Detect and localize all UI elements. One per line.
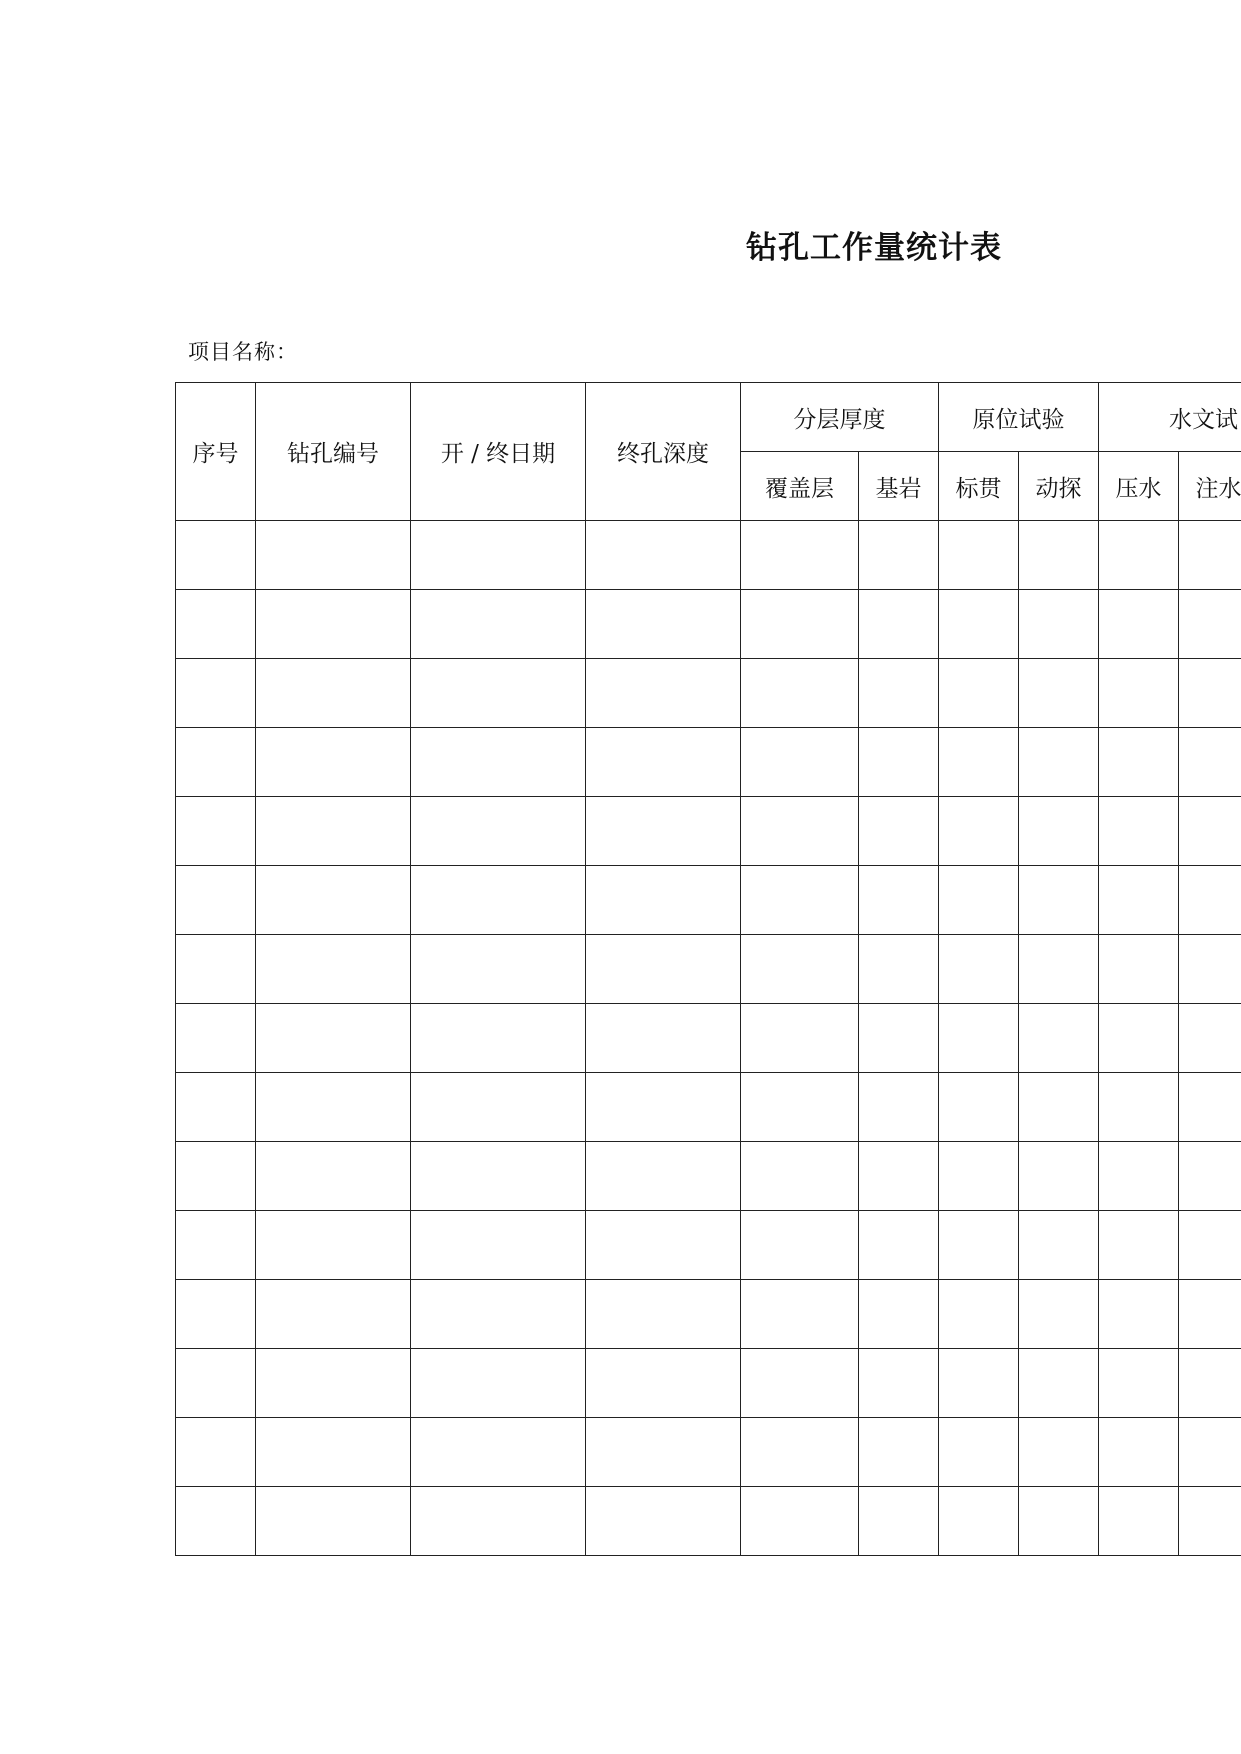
table-row <box>176 1418 1241 1487</box>
table-cell <box>1019 728 1099 797</box>
statistics-table-wrapper <box>175 382 1241 1556</box>
table-cell <box>1179 1418 1241 1487</box>
table-cell <box>1019 866 1099 935</box>
table-cell <box>939 1004 1019 1073</box>
table-cell <box>176 866 256 935</box>
table-cell <box>411 1004 586 1073</box>
table-cell <box>1019 1280 1099 1349</box>
table-cell <box>176 935 256 1004</box>
table-cell <box>586 1073 741 1142</box>
table-cell <box>586 1142 741 1211</box>
table-cell <box>586 1487 741 1556</box>
table-cell <box>411 1142 586 1211</box>
table-cell <box>741 1142 859 1211</box>
table-cell <box>176 1211 256 1280</box>
table-cell <box>1099 1073 1179 1142</box>
table-cell <box>939 1280 1019 1349</box>
table-cell <box>741 866 859 935</box>
table-cell <box>586 659 741 728</box>
table-cell <box>1019 590 1099 659</box>
table-cell <box>859 797 939 866</box>
table-cell <box>1099 521 1179 590</box>
table-cell <box>586 1211 741 1280</box>
project-name-label: 项目名称： <box>188 340 298 364</box>
header-borehole-id: 钻孔编号 <box>256 383 411 521</box>
table-cell <box>176 1487 256 1556</box>
table-cell <box>1019 797 1099 866</box>
table-row <box>176 521 1241 590</box>
header-final-depth: 终孔深度 <box>586 383 741 521</box>
table-cell <box>741 521 859 590</box>
table-cell <box>741 1280 859 1349</box>
table-cell <box>1099 1418 1179 1487</box>
header-bedrock: 基岩 <box>859 452 939 521</box>
table-cell <box>1019 521 1099 590</box>
table-cell <box>176 590 256 659</box>
table-cell <box>1179 1211 1241 1280</box>
table-row <box>176 1280 1241 1349</box>
table-cell <box>1099 590 1179 659</box>
table-cell <box>939 1142 1019 1211</box>
table-cell <box>586 1280 741 1349</box>
table-cell <box>1019 1349 1099 1418</box>
table-cell <box>411 1487 586 1556</box>
table-cell <box>1099 1004 1179 1073</box>
table-cell <box>859 1349 939 1418</box>
table-cell <box>411 1349 586 1418</box>
table-cell <box>1179 1487 1241 1556</box>
header-pressure-water: 压水 <box>1099 452 1179 521</box>
table-row <box>176 1211 1241 1280</box>
table-cell <box>411 866 586 935</box>
table-cell <box>939 1211 1019 1280</box>
table-cell <box>256 797 411 866</box>
table-cell <box>741 797 859 866</box>
table-cell <box>256 1349 411 1418</box>
table-cell <box>1179 1280 1241 1349</box>
table-cell <box>176 728 256 797</box>
table-cell <box>176 1004 256 1073</box>
table-cell <box>1019 1142 1099 1211</box>
table-cell <box>176 1073 256 1142</box>
table-cell <box>411 521 586 590</box>
table-cell <box>1099 935 1179 1004</box>
table-cell <box>1099 728 1179 797</box>
table-cell <box>939 1073 1019 1142</box>
table-row <box>176 1487 1241 1556</box>
table-cell <box>1179 1073 1241 1142</box>
table-cell <box>1099 1349 1179 1418</box>
table-cell <box>1179 797 1241 866</box>
table-cell <box>1099 866 1179 935</box>
table-cell <box>1179 935 1241 1004</box>
table-cell <box>1019 1073 1099 1142</box>
header-seq: 序号 <box>176 383 256 521</box>
table-row <box>176 1142 1241 1211</box>
table-cell <box>256 521 411 590</box>
table-cell <box>256 1418 411 1487</box>
header-dates: 开 / 终日期 <box>411 383 586 521</box>
table-row <box>176 1349 1241 1418</box>
header-in-situ-test: 原位试验 <box>939 383 1099 452</box>
table-cell <box>1019 1211 1099 1280</box>
table-cell <box>1179 728 1241 797</box>
table-cell <box>256 1487 411 1556</box>
table-cell <box>1099 797 1179 866</box>
table-cell <box>176 797 256 866</box>
table-cell <box>586 590 741 659</box>
header-spt: 标贯 <box>939 452 1019 521</box>
table-cell <box>411 1211 586 1280</box>
table-cell <box>586 1418 741 1487</box>
table-cell <box>939 1418 1019 1487</box>
table-cell <box>1099 659 1179 728</box>
table-cell <box>939 659 1019 728</box>
table-cell <box>741 590 859 659</box>
table-cell <box>1099 1280 1179 1349</box>
table-cell <box>859 1418 939 1487</box>
table-cell <box>741 1349 859 1418</box>
table-cell <box>1179 590 1241 659</box>
table-cell <box>1179 1349 1241 1418</box>
table-row <box>176 590 1241 659</box>
table-cell <box>859 1280 939 1349</box>
table-cell <box>859 1142 939 1211</box>
table-cell <box>176 1280 256 1349</box>
table-cell <box>741 1211 859 1280</box>
table-cell <box>176 1142 256 1211</box>
table-cell <box>939 866 1019 935</box>
table-cell <box>741 659 859 728</box>
table-cell <box>256 866 411 935</box>
table-cell <box>939 1487 1019 1556</box>
table-cell <box>256 728 411 797</box>
table-cell <box>411 728 586 797</box>
table-cell <box>939 521 1019 590</box>
table-cell <box>859 1487 939 1556</box>
table-cell <box>1179 1004 1241 1073</box>
table-cell <box>939 590 1019 659</box>
table-cell <box>256 659 411 728</box>
statistics-table <box>175 382 1241 1556</box>
table-cell <box>1099 1211 1179 1280</box>
document-title: 钻孔工作量统计表 <box>746 230 1002 266</box>
table-cell <box>586 935 741 1004</box>
table-cell <box>586 1004 741 1073</box>
table-cell <box>256 1280 411 1349</box>
table-cell <box>741 1487 859 1556</box>
table-cell <box>859 1211 939 1280</box>
table-cell <box>256 1211 411 1280</box>
table-cell <box>256 1004 411 1073</box>
table-cell <box>859 659 939 728</box>
table-cell <box>586 797 741 866</box>
table-cell <box>256 1073 411 1142</box>
table-cell <box>939 728 1019 797</box>
table-cell <box>741 728 859 797</box>
table-cell <box>411 1073 586 1142</box>
table-cell <box>1019 659 1099 728</box>
table-cell <box>1179 521 1241 590</box>
table-row <box>176 935 1241 1004</box>
table-cell <box>411 797 586 866</box>
header-hydro-test: 水文试 <box>1099 383 1241 452</box>
table-row <box>176 866 1241 935</box>
table-row <box>176 797 1241 866</box>
table-cell <box>1019 1487 1099 1556</box>
table-cell <box>859 935 939 1004</box>
table-cell <box>176 1349 256 1418</box>
table-cell <box>1099 1142 1179 1211</box>
table-cell <box>1019 1004 1099 1073</box>
table-cell <box>859 1073 939 1142</box>
table-cell <box>1099 1487 1179 1556</box>
table-row <box>176 659 1241 728</box>
table-row <box>176 1004 1241 1073</box>
table-cell <box>586 728 741 797</box>
table-cell <box>1179 659 1241 728</box>
header-row-1 <box>176 383 1241 452</box>
header-layer-thickness: 分层厚度 <box>741 383 939 452</box>
table-cell <box>256 1142 411 1211</box>
table-cell <box>586 1349 741 1418</box>
table-cell <box>1179 866 1241 935</box>
header-dpt: 动探 <box>1019 452 1099 521</box>
table-cell <box>176 659 256 728</box>
table-cell <box>741 1004 859 1073</box>
header-injection-water: 注水 <box>1179 452 1241 521</box>
table-cell <box>859 728 939 797</box>
table-row <box>176 1073 1241 1142</box>
table-cell <box>939 935 1019 1004</box>
table-cell <box>859 866 939 935</box>
table-cell <box>939 797 1019 866</box>
table-cell <box>741 1418 859 1487</box>
table-cell <box>1019 935 1099 1004</box>
table-cell <box>1179 1142 1241 1211</box>
table-cell <box>1019 1418 1099 1487</box>
table-cell <box>411 659 586 728</box>
table-cell <box>586 866 741 935</box>
table-row <box>176 728 1241 797</box>
table-cell <box>411 935 586 1004</box>
table-cell <box>256 590 411 659</box>
header-overburden: 覆盖层 <box>741 452 859 521</box>
table-cell <box>176 521 256 590</box>
table-cell <box>176 1418 256 1487</box>
table-cell <box>411 590 586 659</box>
table-cell <box>586 521 741 590</box>
table-cell <box>411 1280 586 1349</box>
table-cell <box>859 1004 939 1073</box>
table-cell <box>939 1349 1019 1418</box>
table-cell <box>256 935 411 1004</box>
table-cell <box>859 590 939 659</box>
table-cell <box>741 935 859 1004</box>
table-cell <box>859 521 939 590</box>
table-cell <box>411 1418 586 1487</box>
table-cell <box>741 1073 859 1142</box>
